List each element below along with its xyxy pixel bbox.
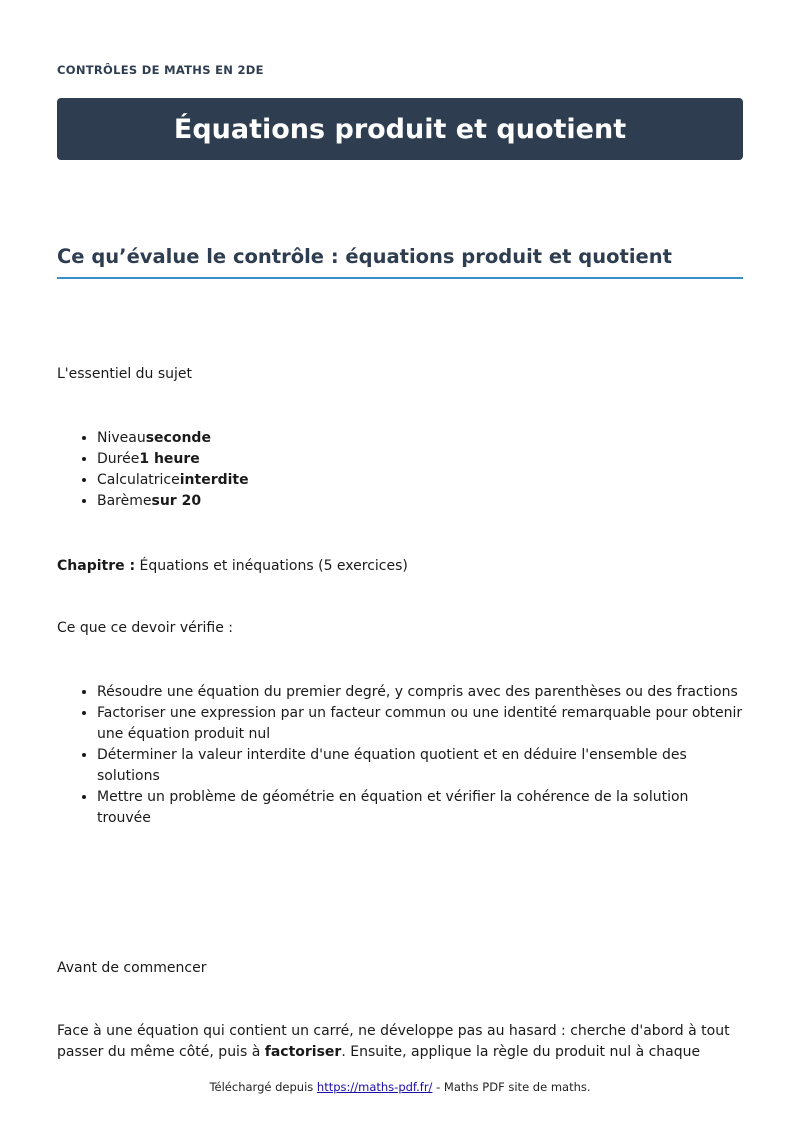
document-kicker: CONTRÔLES DE MATHS EN 2DE bbox=[57, 63, 264, 77]
page-title: Équations produit et quotient bbox=[173, 113, 627, 145]
item-label: Barème bbox=[97, 493, 152, 509]
item-value: seconde bbox=[145, 430, 211, 446]
chapter-label: Chapitre : bbox=[57, 558, 136, 574]
before-text-part1: Face à une équation qui contient un carré, ne développe pas au hasard : cherche d'abord à tout passer du même côté, puis à bbox=[57, 1023, 730, 1060]
footer-prefix: Téléchargé depuis bbox=[209, 1080, 317, 1094]
section-title: Ce qu’évalue le contrôle : équations produit et quotient bbox=[57, 245, 743, 279]
before-text-part2: . Ensuite, applique la règle du produit nul à chaque bbox=[341, 1044, 701, 1060]
list-item: • Déterminer la valeur interdite d'une équation quotient et en déduire l'ensemble des solutions bbox=[97, 745, 743, 787]
item-value: 1 heure bbox=[139, 451, 200, 467]
essentials-list bbox=[57, 428, 743, 512]
item-value: sur 20 bbox=[151, 493, 202, 509]
footer-suffix: - Maths PDF site de maths. bbox=[432, 1080, 591, 1094]
item-label: Niveau bbox=[97, 430, 146, 446]
checks-heading: Ce que ce devoir vérifie : bbox=[57, 620, 234, 636]
footer-link[interactable]: https://maths-pdf.fr/ bbox=[316, 1080, 433, 1094]
item-label: Calculatrice bbox=[97, 472, 180, 488]
list-item: • Résoudre une équation du premier degré, y compris avec des parenthèses ou des fractions bbox=[97, 682, 743, 703]
item-value: interdite bbox=[179, 472, 249, 488]
item-label: Durée bbox=[97, 451, 140, 467]
before-text-bold: factoriser bbox=[264, 1044, 342, 1060]
list-item bbox=[97, 449, 743, 470]
before-heading: Avant de commencer bbox=[57, 960, 207, 976]
title-banner bbox=[57, 98, 743, 160]
list-item: • Mettre un problème de géométrie en équation et vérifier la cohérence de la solution trouvée bbox=[97, 787, 743, 829]
essentials-heading: L'essentiel du sujet bbox=[57, 366, 193, 382]
list-item bbox=[97, 470, 743, 491]
list-item: • Factoriser une expression par un facteur commun ou une identité remarquable pour obtenir une équation produit nul bbox=[97, 703, 743, 745]
list-item bbox=[97, 428, 743, 449]
list-item bbox=[97, 491, 743, 512]
chapter-line bbox=[57, 556, 408, 577]
checks-list bbox=[57, 682, 743, 829]
chapter-value: Équations et inéquations (5 exercices) bbox=[139, 558, 408, 574]
page-footer bbox=[0, 1080, 800, 1094]
before-paragraph bbox=[57, 1021, 743, 1063]
